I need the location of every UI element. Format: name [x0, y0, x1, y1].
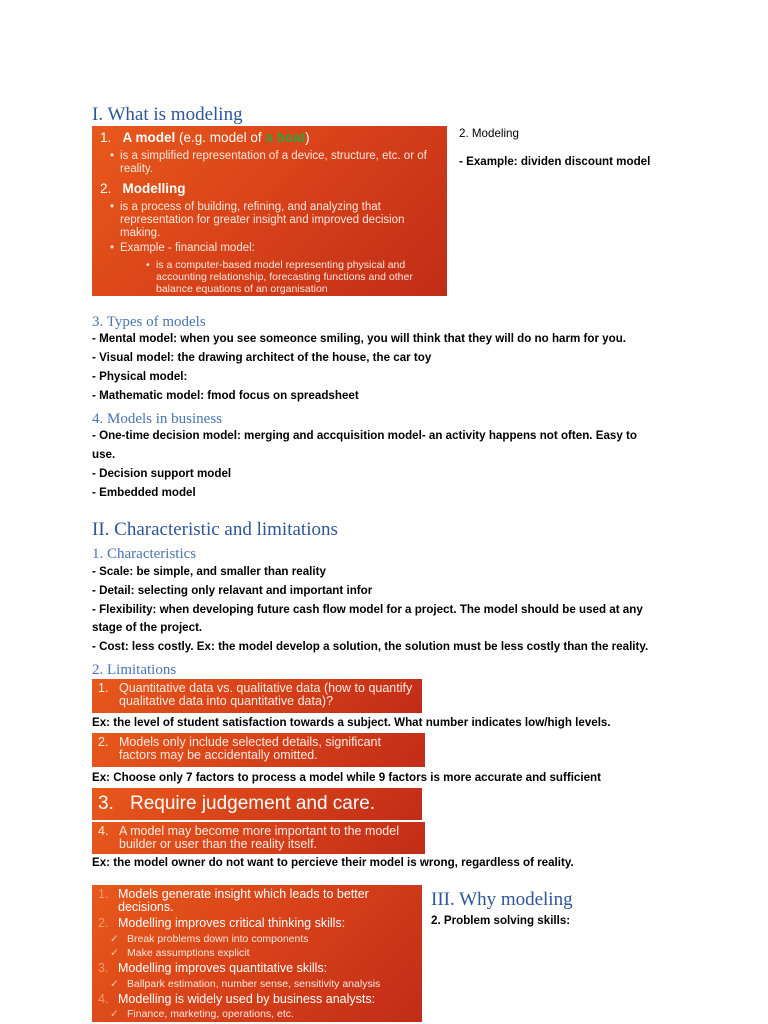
item-paren-open: (e.g. model of [175, 130, 266, 145]
why-modeling-slide [92, 885, 422, 1022]
item-highlight: a boat [265, 130, 306, 145]
limitation-3-slide [92, 788, 422, 820]
characteristics-heading: 1. Characteristics [92, 546, 197, 562]
bullet-dot-icon: • [110, 201, 115, 213]
characteristic-line: - Cost: less costly. Ex: the model develop a solution, the solution must be less costly than the reality. [92, 640, 649, 653]
limitations-heading: 2. Limitations [92, 662, 177, 678]
characteristic-line: stage of the project. [92, 621, 203, 634]
item-number: 4. [98, 824, 109, 838]
limitation-2-slide [92, 733, 425, 767]
slide-item-modelling [100, 181, 186, 197]
item-heading: Modelling [122, 181, 186, 196]
business-line: - One-time decision model: merging and accquisition model- an activity happens not often. Easy to [92, 429, 637, 442]
slide-check-text: Break problems down into components [127, 933, 309, 945]
slide-point-text: Models generate insight which leads to better decisions. [118, 887, 369, 914]
item-number: 1. [98, 887, 109, 901]
check-icon: ✓ [110, 933, 119, 945]
slide-point-text: Modelling is widely used by business analysts: [118, 992, 376, 1006]
modeling-definition-slide [92, 126, 447, 296]
slide-point-text: Modelling improves critical thinking skills: [118, 916, 346, 930]
section1-heading: I. What is modeling [92, 104, 243, 125]
item-number: 3. [98, 793, 114, 814]
bullet-dot-icon: • [110, 150, 115, 162]
limitation-4-slide [92, 822, 425, 854]
limitation-example: Ex: the model owner do not want to percieve their model is wrong, regardless of reality. [92, 856, 574, 869]
limitation-example: Ex: the level of student satisfaction towards a subject. What number indicates low/high levels. [92, 716, 611, 729]
characteristic-line: - Flexibility: when developing future cash flow model for a project. The model should be used at any [92, 603, 643, 616]
business-line: - Decision support model [92, 467, 232, 480]
section3-heading: III. Why modeling [431, 889, 573, 910]
characteristic-line: - Detail: selecting only relavant and important infor [92, 584, 373, 597]
limitation-text: Require judgement and care. [130, 793, 376, 814]
slide-check-text: Make assumptions explicit [127, 947, 250, 959]
slide-sub-bullet [110, 150, 435, 176]
item-number: 1. [100, 130, 112, 145]
slide-sub-bullet [110, 201, 435, 240]
slide-item-model [100, 130, 440, 146]
item-number: 4. [98, 992, 109, 1006]
check-icon: ✓ [110, 947, 119, 959]
item-heading: A model [122, 130, 176, 145]
item-number: 2. [98, 916, 109, 930]
business-line: - Embedded model [92, 486, 196, 499]
business-line: use. [92, 448, 116, 461]
check-icon: ✓ [110, 978, 119, 990]
characteristic-line: - Scale: be simple, and smaller than reality [92, 565, 326, 578]
slide-check-text: Finance, marketing, operations, etc. [127, 1008, 294, 1020]
types-line: - Visual model: the drawing architect of the house, the car toy [92, 351, 432, 364]
types-line: - Mathematic model: fmod focus on spreadsheet [92, 389, 359, 402]
limitation-1-slide [92, 679, 422, 713]
sub-text: is a simplified representation of a device, structure, etc. or of reality. [120, 150, 427, 175]
limitation-text: A model may become more important to the model builder or user than the reality itself. [119, 824, 399, 851]
limitation-text: Quantitative data vs. qualitative data (how to quantify qualitative data into quantitative data)? [119, 681, 413, 708]
limitation-example: Ex: Choose only 7 factors to process a model while 9 factors is more accurate and sufficient [92, 771, 601, 784]
slide-sub-bullet [110, 242, 435, 255]
item-number: 3. [98, 961, 109, 975]
side-note-example: - Example: dividen discount model [459, 155, 651, 168]
subsub-text: is a computer-based model representing physical and accounting relationship, forecasting functions and other balance equations of an organisation [156, 259, 413, 295]
section3-subheading: 2. Problem solving skills: [431, 914, 571, 927]
slide-check-text: Ballpark estimation, number sense, sensitivity analysis [127, 978, 381, 990]
types-line: - Mental model: when you see someonce smiling, you will think that they will do no harm for you. [92, 332, 627, 345]
business-heading: 4. Models in business [92, 411, 223, 427]
bullet-dot-icon: • [146, 259, 150, 271]
types-line: - Physical model: [92, 370, 188, 383]
item-paren-close: ) [305, 130, 310, 145]
item-number: 2. [100, 181, 112, 196]
slide-subsub-bullet [146, 259, 441, 295]
types-heading: 3. Types of models [92, 314, 206, 330]
limitation-text: Models only include selected details, significant factors may be accidentally omitted. [119, 735, 381, 762]
item-number: 1. [98, 681, 109, 695]
item-number: 2. [98, 735, 109, 749]
slide-point-text: Modelling improves quantitative skills: [118, 961, 328, 975]
bullet-dot-icon: • [110, 242, 115, 254]
section2-heading: II. Characteristic and limitations [92, 519, 338, 540]
sub-text: is a process of building, refining, and analyzing that representation for greater insight and improved decision making. [120, 201, 405, 239]
check-icon: ✓ [110, 1008, 119, 1020]
side-note-title: 2. Modeling [459, 127, 519, 140]
sub-text: Example - financial model: [120, 242, 255, 254]
